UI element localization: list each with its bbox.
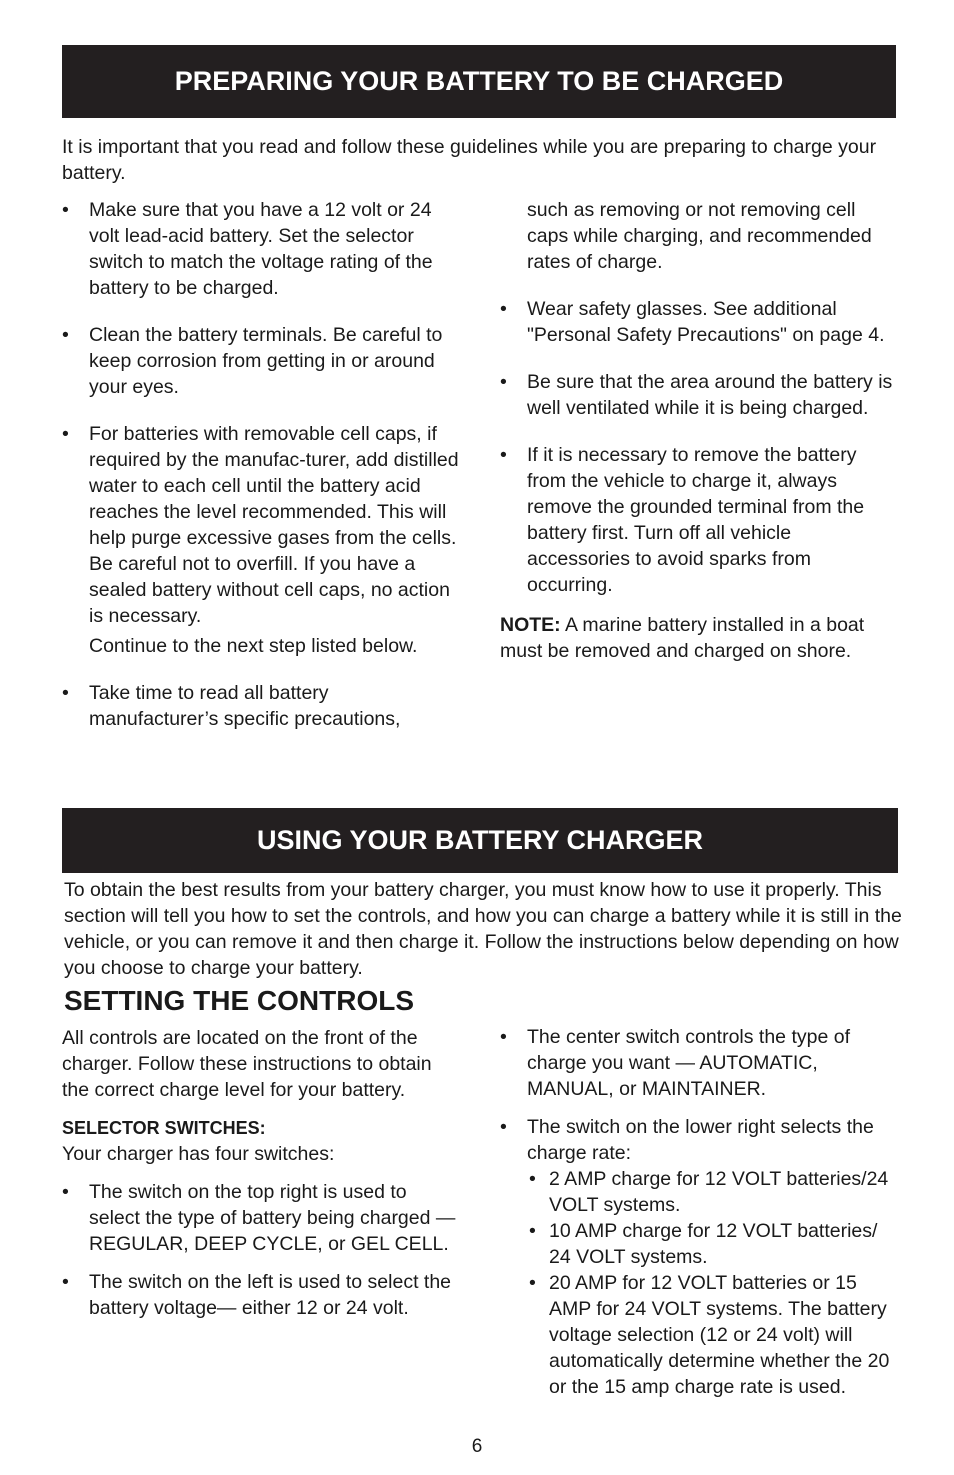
section-title-using: USING YOUR BATTERY CHARGER — [62, 808, 898, 873]
using-intro: To obtain the best results from your battery charger, you must know how to use it properly. This section will tell you how to set the controls, and how you can charge a battery while it is still in the vehicle, or you can remove it and then charge it. Follow the instructions below depending on how you choose to charge your battery. — [64, 879, 902, 979]
controls-left-column — [62, 1025, 462, 1342]
charge-rate-item: • 20 AMP for 12 VOLT batteries or 15 AMP for 24 VOLT systems. The battery voltage selection (12 or 24 volt) will automatically determine whether the 20 or the 15 amp charge rate is used. — [527, 1270, 895, 1400]
list-item-continuation: such as removing or not removing cell caps while charging, and recommended rates of charge. — [527, 199, 872, 273]
section-title-preparing: PREPARING YOUR BATTERY TO BE CHARGED — [62, 45, 896, 118]
list-item: • If it is necessary to remove the battery from the vehicle to charge it, always remove the grounded terminal from the battery first. Turn off all vehicle accessories to avoid sparks from occurring. — [500, 442, 895, 598]
list-item-text: • The switch on the lower right selects the charge rate: — [527, 1116, 874, 1164]
list-item: • Be sure that the area around the battery is well ventilated while it is being charged. — [500, 369, 895, 421]
setting-controls-heading: SETTING THE CONTROLS — [64, 985, 414, 1016]
list-item — [500, 1114, 895, 1400]
preparing-right-column — [500, 197, 895, 664]
preparing-left-column — [62, 197, 462, 753]
list-item: • The switch on the top right is used to select the type of battery being charged — REGULAR, DEEP CYCLE, or GEL CELL. — [62, 1179, 462, 1257]
page-number: 6 — [471, 1436, 483, 1457]
list-item: • Take time to read all battery manufacturer’s specific precautions, — [62, 680, 462, 732]
marine-note — [500, 612, 895, 664]
list-item: • The switch on the left is used to select the battery voltage— either 12 or 24 volt. — [62, 1269, 462, 1321]
preparing-intro: It is important that you read and follow these guidelines while you are preparing to charge your battery. — [62, 136, 877, 184]
list-item: • Wear safety glasses. See additional "Personal Safety Precautions" on page 4. — [500, 296, 895, 348]
note-label: NOTE: — [500, 614, 561, 636]
charge-rate-list — [527, 1166, 895, 1400]
selector-switches-intro: Your charger has four switches: — [62, 1143, 335, 1165]
list-item: • For batteries with removable cell caps, if required by the manufac-turer, add distilled water to each cell until the battery acid reaches the level recommended. This will help purge excessive gases from the cells. Be careful not to overfill. If you have a sealed battery without cell caps, no action is necessary. — [62, 421, 462, 629]
list-item: • The center switch controls the type of charge you want — AUTOMATIC, MANUAL, or MAINTAINER. — [500, 1024, 895, 1102]
selector-switches-heading: SELECTOR SWITCHES: — [62, 1118, 266, 1138]
charge-rate-item: • 10 AMP charge for 12 VOLT batteries/ 24 VOLT systems. — [527, 1218, 895, 1270]
note-text: A marine battery installed in a boat must be removed and charged on shore. — [500, 614, 865, 662]
controls-intro: All controls are located on the front of the charger. Follow these instructions to obtain the correct charge level for your battery. — [62, 1027, 432, 1101]
continue-note: Continue to the next step listed below. — [89, 635, 418, 657]
list-item: • Make sure that you have a 12 volt or 24 volt lead-acid battery. Set the selector switch to match the voltage rating of the battery to be charged. — [62, 197, 462, 301]
controls-right-column — [500, 1024, 895, 1421]
charge-rate-item: • 2 AMP charge for 12 VOLT batteries/24 VOLT systems. — [527, 1166, 895, 1218]
list-item: • Clean the battery terminals. Be careful to keep corrosion from getting in or around your eyes. — [62, 322, 462, 400]
